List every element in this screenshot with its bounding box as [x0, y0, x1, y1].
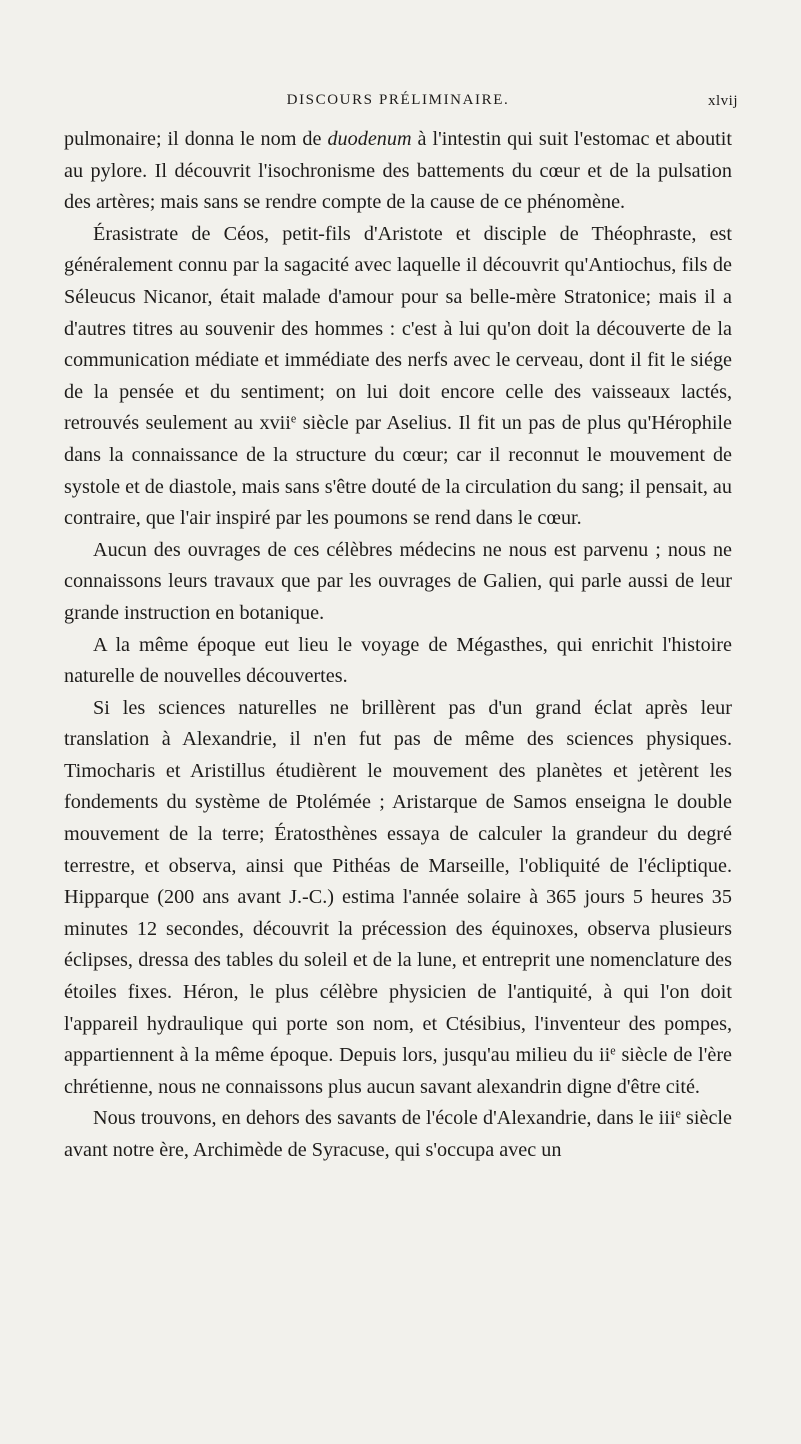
- paragraph: [64, 630, 732, 693]
- paragraph: [64, 219, 732, 535]
- superscript: e: [290, 411, 297, 426]
- paragraph: [64, 693, 732, 1104]
- text-run: siècle avant notre ère, Archimède de Syracuse, qui s'occupa avec un: [64, 1107, 732, 1161]
- page-number: xlvij: [707, 93, 738, 109]
- text-run: Si les sciences naturelles ne brillèrent pas d'un grand éclat après leur translation à Alexandrie, il n'en fut pas de même des sciences physiques. Timocharis et Aristillus étudièrent le mouvement des planètes et jetèrent les fondements du système de Ptolémée ; Aristarque de Samos enseigna le double mouvement de la terre; Ératosthènes essaya de calculer la grandeur du degré terrestre, et observa, ainsi que Pithéas de Marseille, l'obliquité de l'écliptique. Hipparque (200 ans avant J.-C.) estima l'année solaire à 365 jours 5 heures 35 minutes 12 secondes, découvrit la précession des équinoxes, observa plusieurs éclipses, dressa des tables du soleil et de la lune, et entreprit une nomenclature des étoiles fixes. Héron, le plus célèbre physicien de l'antiquité, à qui l'on doit l'appareil hydraulique qui porte son nom, et Ctésibius, l'inventeur des pompes, appartiennent à la même époque. Depuis lors, jusqu'au milieu du ii: [64, 696, 732, 1067]
- paragraph: [64, 124, 732, 219]
- running-title: DISCOURS PRÉLIMINAIRE.: [286, 92, 510, 108]
- paragraph: [64, 535, 732, 630]
- superscript: e: [675, 1106, 681, 1121]
- text-run: pulmonaire; il donna le nom de: [64, 128, 328, 150]
- text-run: Nous trouvons, en dehors des savants de l'école d'Alexandrie, dans le iii: [93, 1107, 676, 1130]
- italic-term: duodenum: [327, 128, 412, 150]
- text-run: siècle par Aselius. Il fit un pas de plus qu'Hérophile dans la connaissance de la structure du cœur; car il reconnut le mouvement de systole et de diastole, mais sans s'être douté de la circulation du sang; il pensait, au contraire, que l'air inspiré par les poumons se rend dans le cœur.: [64, 412, 732, 530]
- paragraph: [64, 1103, 732, 1166]
- text-run: Érasistrate de Céos, petit-fils d'Aristote et disciple de Théophraste, est généralement connu par la sagacité avec laquelle il découvrit qu'Antiochus, fils de Séleucus Nicanor, était malade d'amour pour sa belle-mère Stratonice; mais il a d'autres titres au souvenir des hommes : c'est à lui qu'on doit la découverte de la communication médiate et immédiate des nerfs avec le cerveau, dont il fit le siége de la pensée et du sentiment; on lui doit encore celle des vaisseaux lactés, retrouvés seulement au xvii: [64, 222, 732, 435]
- text-run: Aucun des ouvrages de ces célèbres médecins ne nous est parvenu ; nous ne connaissons leurs travaux que par les ouvrages de Galien, qui parle aussi de leur grande instruction en botanique.: [64, 538, 732, 624]
- book-page: [0, 92, 801, 1444]
- text-run: siècle de l'ère chrétienne, nous ne connaissons plus aucun savant alexandrin digne d'être cité.: [64, 1044, 732, 1098]
- text-run: A la même époque eut lieu le voyage de Mégasthes, qui enrichit l'histoire naturelle de nouvelles découvertes.: [64, 633, 732, 688]
- text-run: à l'intestin qui suit l'estomac et aboutit au pylore. Il découvrit l'isochronisme des battements du cœur et de la pulsation des artères; mais sans se rendre compte de la cause de ce phénomène.: [64, 128, 732, 214]
- running-head: [64, 92, 738, 124]
- superscript: e: [610, 1043, 616, 1058]
- body-text: [64, 124, 732, 1167]
